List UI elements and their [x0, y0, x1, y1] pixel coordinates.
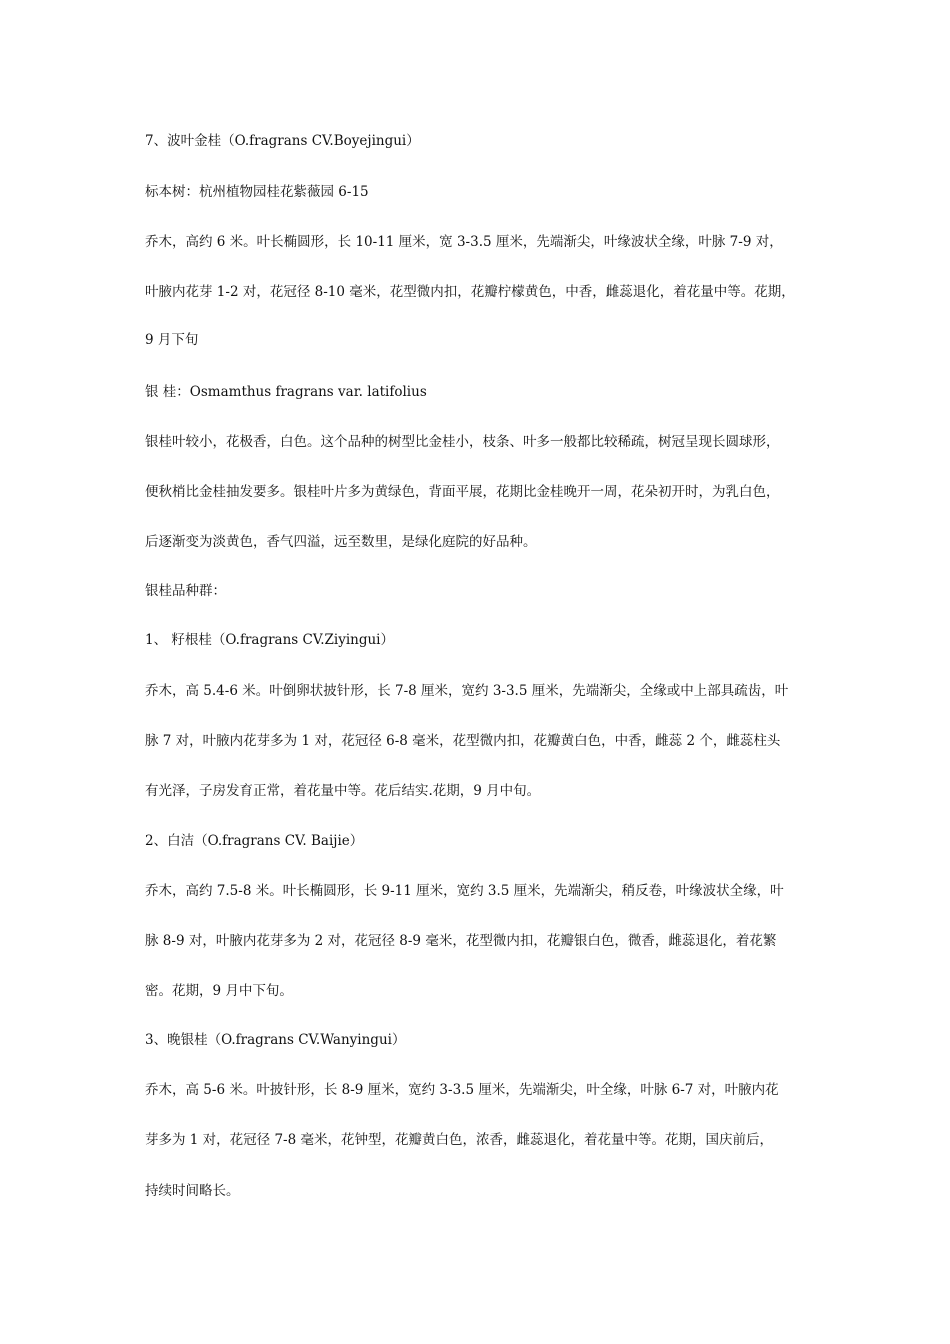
heading-baijie: 2、白洁（O.fragrans CV. Baijie）	[145, 833, 364, 849]
body-line: 有光泽，子房发育正常，着花量中等。花后结实.花期，9 月中旬。	[145, 783, 541, 799]
body-line: 芽多为 1 对，花冠径 7-8 毫米，花钟型，花瓣黄白色，浓香，雌蕊退化，着花量中等。花期，国庆前后，	[145, 1132, 773, 1148]
body-line: 银桂叶较小，花极香，白色。这个品种的树型比金桂小，枝条、叶多一般都比较稀疏，树冠呈现长圆球形，	[145, 434, 780, 450]
heading-yingui: 银 桂：Osmamthus fragrans var. latifolius	[145, 384, 427, 400]
body-line: 便秋梢比金桂抽发要多。银桂叶片多为黄绿色，背面平展，花期比金桂晚开一周，花朵初开时，为乳白色，	[145, 484, 780, 500]
body-line: 脉 8-9 对，叶腋内花芽多为 2 对，花冠径 8-9 毫米，花型微内扣，花瓣银白色，微香，雌蕊退化，着花繁	[145, 933, 777, 949]
body-line: 乔木，高 5.4-6 米。叶倒卵状披针形，长 7-8 厘米，宽约 3-3.5 厘米，先端渐尖，全缘或中上部具疏齿，叶	[145, 683, 789, 699]
body-line: 乔木，高约 7.5-8 米。叶长椭圆形，长 9-11 厘米，宽约 3.5 厘米，先端渐尖，稍反卷，叶缘波状全缘，叶	[145, 883, 784, 899]
body-line: 9 月下旬	[145, 332, 199, 348]
heading-boyejingui: 7、波叶金桂（O.fragrans CV.Boyejingui）	[145, 133, 420, 149]
heading-ziyingui: 1、 籽根桂（O.fragrans CV.Ziyingui）	[145, 632, 395, 648]
heading-yingui-group: 银桂品种群：	[145, 583, 226, 599]
heading-wanyingui: 3、晚银桂（O.fragrans CV.Wanyingui）	[145, 1032, 406, 1048]
body-line: 乔木，高 5-6 米。叶披针形，长 8-9 厘米，宽约 3-3.5 厘米，先端渐尖，叶全缘，叶脉 6-7 对，叶腋内花	[145, 1082, 779, 1098]
body-line: 后逐渐变为淡黄色，香气四溢，远至数里，是绿化庭院的好品种。	[145, 534, 537, 550]
body-line: 叶腋内花芽 1-2 对，花冠径 8-10 毫米，花型微内扣，花瓣柠檬黄色，中香，雌蕊退化，着花量中等。花期，	[145, 284, 795, 300]
body-line: 脉 7 对，叶腋内花芽多为 1 对，花冠径 6-8 毫米，花型微内扣，花瓣黄白色，中香，雌蕊 2 个，雌蕊柱头	[145, 733, 781, 749]
body-line: 持续时间略长。	[145, 1183, 240, 1199]
body-line: 乔木，高约 6 米。叶长椭圆形，长 10-11 厘米，宽 3-3.5 厘米，先端渐尖，叶缘波状全缘，叶脉 7-9 对，	[145, 234, 783, 250]
specimen-tree-line: 标本树：杭州植物园桂花紫薇园 6-15	[145, 184, 369, 200]
body-line: 密。花期，9 月中下旬。	[145, 983, 293, 999]
